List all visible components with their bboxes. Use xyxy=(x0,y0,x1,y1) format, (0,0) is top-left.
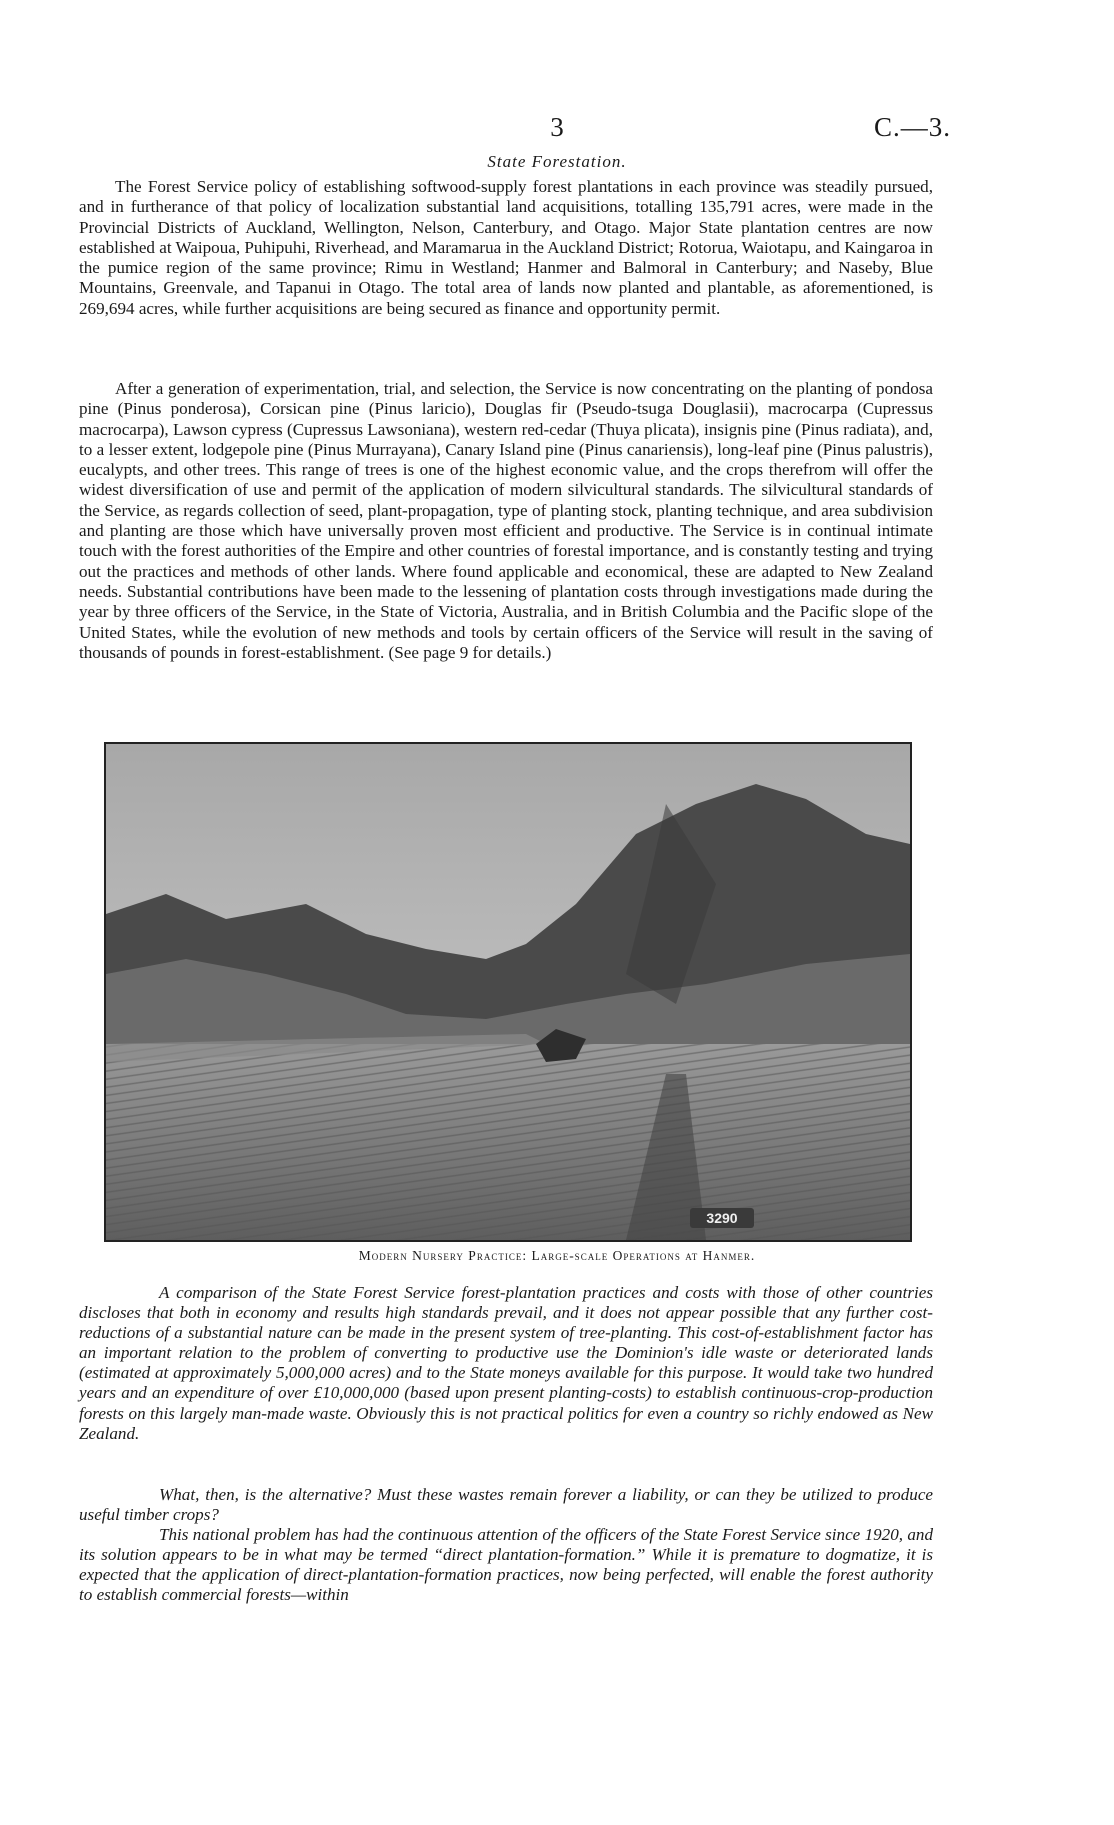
italic-paragraph-1 xyxy=(79,1283,933,1444)
photo-illustration xyxy=(106,744,910,1240)
italic-paragraph-2 xyxy=(79,1485,933,1525)
figure-caption: Modern Nursery Practice: Large-scale Operations at Hanmer. xyxy=(358,1248,756,1263)
nursery-photograph xyxy=(104,742,912,1242)
body-paragraph-2 xyxy=(79,379,933,663)
planting-rows xyxy=(106,1044,910,1240)
body-paragraph-1 xyxy=(79,177,933,319)
paragraph-text: What, then, is the alternative? Must these wastes remain forever a liability, or can they be utilized to produce useful timber crops? xyxy=(79,1485,933,1525)
italic-paragraph-3 xyxy=(79,1525,933,1605)
paragraph-text: A comparison of the State Forest Service forest-plantation practices and costs with those of other countries discloses that both in economy and results high standards prevail, and it does not appear possible that any further cost-reductions of a substantial nature can be made in the present system of tree-planting. This cost-of-establishment factor has an important relation to the problem of converting to productive use the Dominion's idle waste or deteriorated lands (estimated at approximately 5,000,000 acres) and to the State moneys available for this purpose. It would take two hundred years and an expenditure of over £10,000,000 (based upon present planting-costs) to establish continuous-crop-production forests on this largely man-made waste. Obviously this is not practical politics for even a country so richly endowed as New Zealand. xyxy=(79,1283,933,1443)
paragraph-text: This national problem has had the continuous attention of the officers of the State Forest Service since 1920, and its solution appears to be in what may be termed “direct plantation-formation.” While it is premature to dogmatize, it is expected that the application of direct-plantation-formation practices, now being perfected, will enable the forest authority to establish commercial forests—within xyxy=(79,1525,933,1605)
paragraph-text: After a generation of experimentation, trial, and selection, the Service is now concentrating on the planting of pondosa pine (Pinus ponderosa), Corsican pine (Pinus laricio), Douglas fir (Pseudo-tsuga Douglasii), macrocarpa (Cupressus macrocarpa), Lawson cypress (Cupressus Lawsoniana), western red-cedar (Thuya plicata), insignis pine (Pinus radiata), and, to a lesser extent, lodgepole pine (Pinus Murrayana), Canary Island pine (Pinus canariensis), long-leaf pine (Pinus palustris), eucalypts, and other trees. This range of trees is one of the highest economic value, and the crops therefrom will offer the widest diversification of use and permit of the application of modern silvicultural standards. The silvicultural standards of the Service, as regards collection of seed, plant-propagation, type of planting stock, planting technique, and area subdivision and planting are those which have universally proven most efficient and productive. The Service is in continual intimate touch with the forest authorities of the Empire and other countries of forestal importance, and is constantly testing and trying out the practices and methods of other lands. Where found applicable and economical, these are adapted to New Zealand needs. Substantial contributions have been made to the lessening of plantation costs through investigations made during the year by three officers of the Service, in the State of Victoria, Australia, and in British Columbia and the Pacific slope of the United States, while the evolution of new methods and tools by certain officers of the Service will result in the saving of thousands of pounds in forest-establishment. (See page 9 for details.) xyxy=(79,379,933,662)
section-title: State Forestation. xyxy=(487,152,627,171)
plate-number: 3290 xyxy=(706,1210,738,1226)
page-number: 3 xyxy=(550,112,564,142)
paragraph-text: The Forest Service policy of establishing softwood-supply forest plantations in each province was steadily pursued, and in furtherance of that policy of localization substantial land acquisitions, totalling 135,791 acres, were made in the Provincial Districts of Auckland, Wellington, Nelson, Canterbury, and Otago. Major State plantation centres are now established at Waipoua, Puhipuhi, Riverhead, and Maramarua in the Auckland District; Rotorua, Waiotapu, and Kaingaroa in the pumice region of the same province; Rimu in Westland; Hanmer and Balmoral in Canterbury; and Naseby, Blue Mountains, Greenvale, and Tapanui in Otago. The total area of lands now planted and plantable, as aforementioned, is 269,694 acres, while further acquisitions are being secured as finance and opportunity permit. xyxy=(79,177,933,318)
document-reference: C.—3. xyxy=(873,112,951,142)
